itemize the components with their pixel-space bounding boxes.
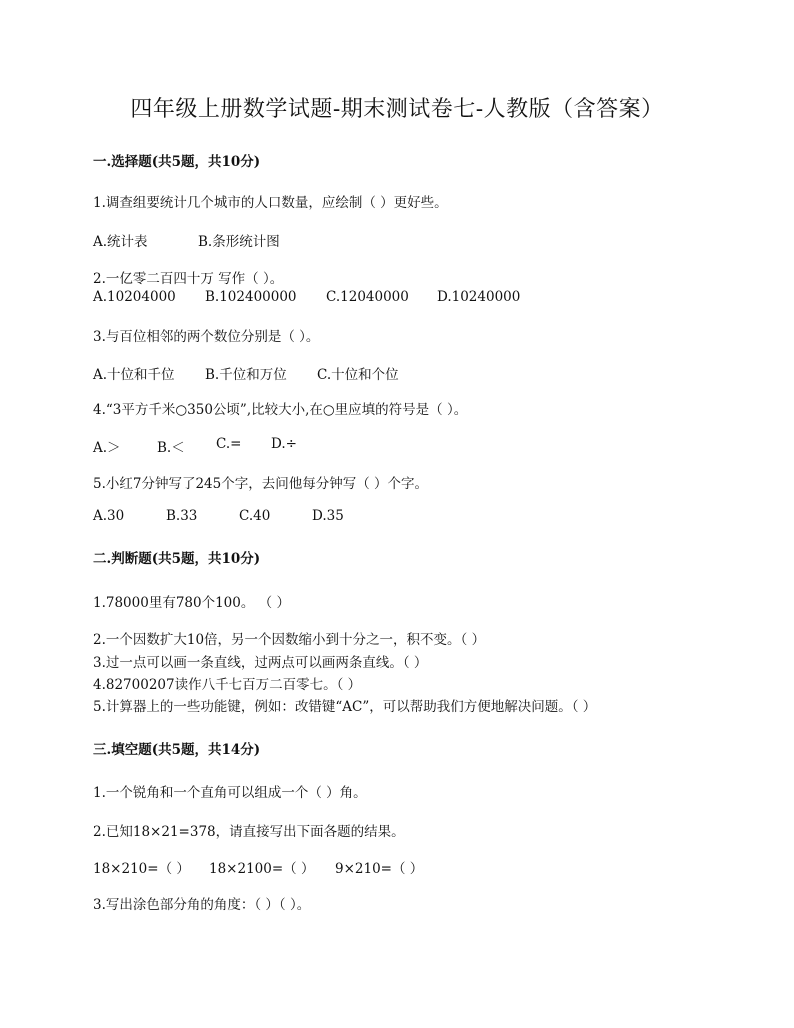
- option: D.÷: [271, 436, 297, 452]
- option: C.十位和个位: [317, 367, 399, 383]
- option: A.统计表: [93, 234, 148, 250]
- section-heading-choice: 一.选择题(共5题，共10分): [93, 154, 261, 170]
- section-heading-judgment: 二.判断题(共5题，共10分): [93, 551, 261, 567]
- question-line: 2.一个因数扩大10倍，另一个因数缩小到十分之一，积不变。（ ）: [93, 632, 486, 648]
- question-stem: 2.一亿零二百四十万 写作（ ）。: [93, 271, 284, 287]
- option: D.10240000: [437, 289, 521, 305]
- page-title: 四年级上册数学试题-期末测试卷七-人教版（含答案）: [130, 97, 664, 122]
- option: A.10204000: [93, 289, 176, 305]
- option: B.千位和万位: [205, 367, 287, 383]
- option: D.35: [312, 508, 344, 524]
- question-line: 3.写出涂色部分角的角度：（ ）（ ）。: [93, 897, 311, 913]
- question-stem: 5.小红7分钟写了245个字，去问他每分钟写（ ）个字。: [93, 476, 429, 492]
- question-line: 2.已知18×21=378，请直接写出下面各题的结果。: [93, 824, 405, 840]
- question-stem: 4.“3平方千米○350公顷”,比较大小,在○里应填的符号是（ ）。: [93, 402, 468, 418]
- question-line: 1.78000里有780个100。 （ ）: [93, 595, 290, 611]
- question-line: 1.一个锐角和一个直角可以组成一个（ ）角。: [93, 785, 367, 801]
- option: C.=: [216, 436, 242, 452]
- question-stem: 1.调查组要统计几个城市的人口数量，应绘制（ ）更好些。: [93, 195, 448, 211]
- question-line: 3.过一点可以画一条直线，过两点可以画两条直线。（ ）: [93, 655, 428, 671]
- option: C.40: [239, 508, 271, 524]
- option: A.30: [93, 508, 125, 524]
- option: A.十位和千位: [93, 367, 175, 383]
- question-line: 4.82700207读作八千七百万二百零七。（ ）: [93, 677, 362, 693]
- option: C.12040000: [326, 289, 409, 305]
- question-line: 5.计算器上的一些功能键，例如：改错键“AC”，可以帮助我们方便地解决问题。（ ）: [93, 699, 597, 715]
- calc-item: 18×210=（ ）: [93, 861, 190, 877]
- calc-item: 9×210=（ ）: [335, 861, 424, 877]
- option: B.条形统计图: [198, 234, 280, 250]
- option: B.102400000: [205, 289, 297, 305]
- option: B.＜: [157, 440, 185, 456]
- section-heading-fill: 三.填空题(共5题，共14分): [93, 742, 261, 758]
- calc-item: 18×2100=（ ）: [209, 861, 315, 877]
- question-stem: 3.与百位相邻的两个数位分别是（ ）。: [93, 329, 320, 345]
- option: A.＞: [93, 440, 121, 456]
- option: B.33: [166, 508, 198, 524]
